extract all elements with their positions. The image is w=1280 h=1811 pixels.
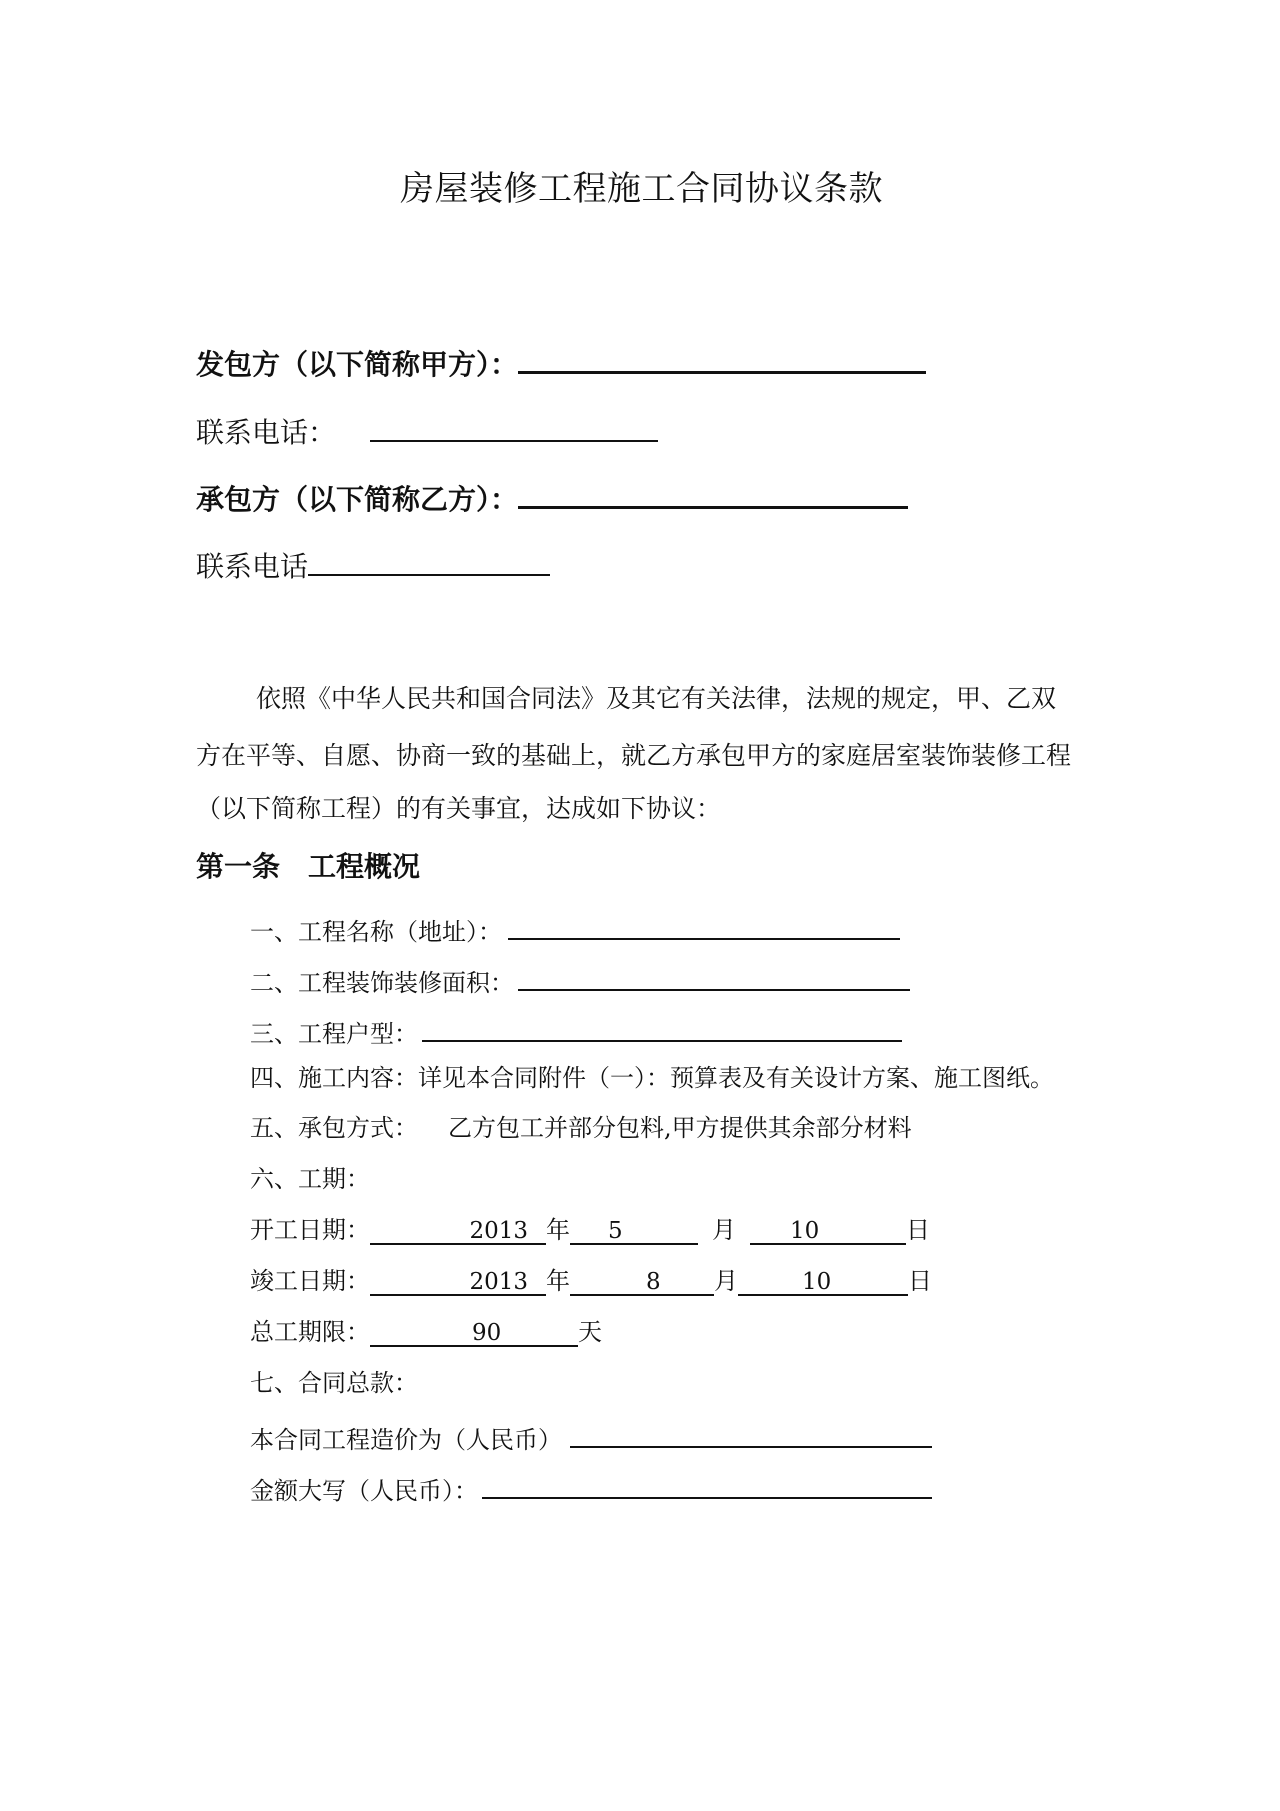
- end-day-field[interactable]: 10: [738, 1271, 908, 1296]
- item-contract-mode: [250, 1116, 912, 1140]
- start-year-field[interactable]: 2013: [370, 1220, 546, 1245]
- phone-b-row: [196, 546, 550, 581]
- end-day-unit: 日: [908, 1267, 932, 1295]
- phone-b-blank[interactable]: [308, 546, 550, 576]
- section-1-title: 工程概况: [308, 850, 421, 883]
- amount-blank[interactable]: [482, 1473, 932, 1499]
- amount-label: 金额大写（人民币）：: [250, 1477, 478, 1505]
- duration-row: [250, 1320, 602, 1347]
- phone-b-label: 联系电话: [196, 550, 309, 583]
- party-b-blank[interactable]: [518, 478, 908, 509]
- duration-unit: 天: [578, 1318, 602, 1346]
- end-month-unit: 月: [714, 1267, 738, 1295]
- party-a-blank[interactable]: [518, 343, 926, 374]
- item-total-price: 七、合同总款：: [250, 1369, 418, 1397]
- unit-type-blank[interactable]: [422, 1016, 902, 1042]
- contract-mode-label: 五、承包方式：: [250, 1114, 418, 1142]
- end-month-field[interactable]: 8: [570, 1271, 714, 1296]
- end-date-label: 竣工日期：: [250, 1267, 370, 1295]
- party-b-row: [196, 478, 908, 514]
- item-project-name: [250, 914, 900, 944]
- party-b-label: 承包方（以下简称乙方）：: [196, 483, 519, 516]
- phone-a-label: 联系电话：: [196, 416, 337, 449]
- intro-line-1: 依照《中华人民共和国合同法》及其它有关法律，法规的规定，甲、乙双: [256, 684, 1057, 713]
- duration-field[interactable]: 90: [370, 1322, 578, 1347]
- start-year-unit: 年: [546, 1216, 570, 1244]
- section-1-number: 第一条: [196, 850, 281, 883]
- start-month-field[interactable]: 5: [570, 1220, 698, 1245]
- section-1-heading: [196, 850, 421, 883]
- party-a-row: [196, 343, 926, 379]
- phone-a-row: [196, 412, 658, 447]
- start-day-field[interactable]: 10: [750, 1220, 906, 1245]
- item-area-label: 二、工程装饰装修面积：: [250, 969, 514, 997]
- party-a-label: 发包方（以下简称甲方）：: [196, 348, 519, 381]
- area-blank[interactable]: [518, 965, 910, 991]
- item-project-name-label: 一、工程名称（地址）：: [250, 918, 502, 946]
- intro-line-3: （以下简称工程）的有关事宜，达成如下协议：: [196, 794, 722, 823]
- start-month-unit: 月: [712, 1216, 736, 1244]
- end-year-unit: 年: [546, 1267, 570, 1295]
- price-label: 本合同工程造价为（人民币）: [250, 1426, 562, 1454]
- contract-mode-value: 乙方包工并部分包料,甲方提供其余部分材料: [448, 1114, 912, 1142]
- item-period: 六、工期：: [250, 1165, 370, 1193]
- start-date-row: [250, 1218, 930, 1245]
- end-year-field[interactable]: 2013: [370, 1271, 546, 1296]
- intro-line-2: 方在平等、自愿、协商一致的基础上，就乙方承包甲方的家庭居室装饰装修工程: [196, 741, 1072, 770]
- price-row: [250, 1422, 932, 1452]
- end-date-row: [250, 1269, 932, 1296]
- item-unit-type-label: 三、工程户型：: [250, 1020, 418, 1048]
- project-name-blank[interactable]: [508, 914, 900, 940]
- price-blank[interactable]: [570, 1422, 932, 1448]
- start-date-label: 开工日期：: [250, 1216, 370, 1244]
- phone-a-blank[interactable]: [370, 412, 658, 442]
- item-area: [250, 965, 910, 995]
- amount-row: [250, 1473, 932, 1503]
- item-scope: 四、施工内容：详见本合同附件（一）：预算表及有关设计方案、施工图纸。: [250, 1064, 1054, 1092]
- start-day-unit: 日: [906, 1216, 930, 1244]
- duration-label: 总工期限：: [250, 1318, 370, 1346]
- document-title: 房屋装修工程施工合同协议条款: [400, 169, 883, 209]
- item-unit-type: [250, 1016, 902, 1046]
